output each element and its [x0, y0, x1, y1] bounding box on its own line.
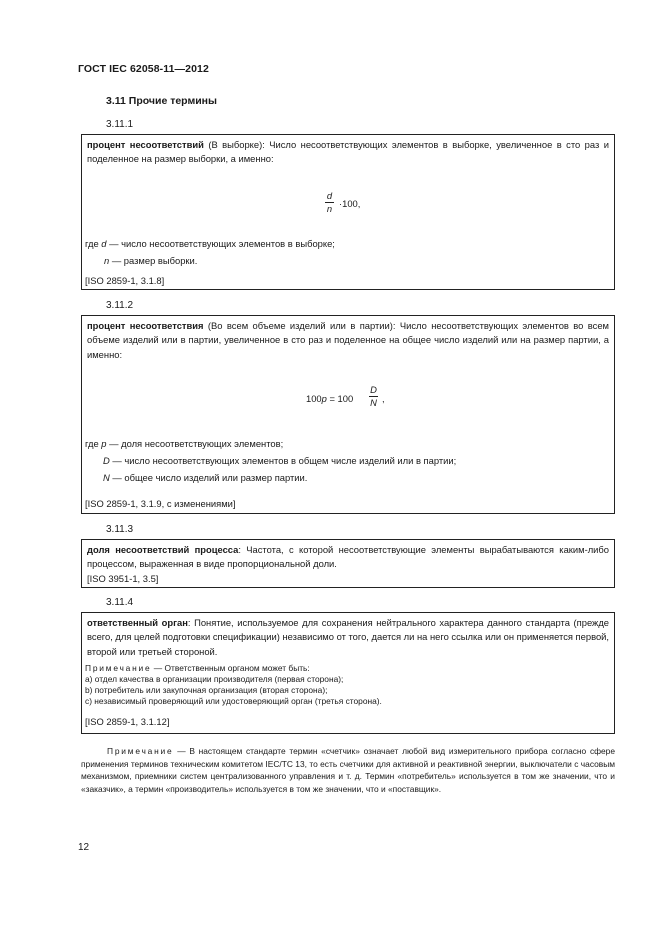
term-number: 3.11.3: [106, 524, 134, 535]
where-line: где p — доля несоответствующих элементов;: [85, 438, 284, 449]
term-box-3-11-2: [81, 315, 615, 514]
term-name: процент несоответствий: [87, 139, 204, 150]
term-number: 3.11.1: [106, 119, 134, 130]
formula-fraction: D N: [370, 384, 377, 408]
term-definition: процент несоответствия (Во всем объеме изделий или в партии): Число несоответствующих элементов во всем объеме изделий или в партии, увеличенное в сто раз и поделенное на общее число изделий или на размер партии, а именно:: [87, 320, 609, 360]
note-item: b) потребитель или закупочная организация (вторая сторона);: [85, 685, 328, 695]
where-line: n — размер выборки.: [104, 255, 198, 266]
page-number: 12: [78, 842, 90, 853]
formula-fraction: d n: [326, 190, 333, 214]
term-definition: ответственный орган: Понятие, используемое для сохранения нейтрального характера данного стандарта (прежде всего, для целей подготовки спецификации) независимо от того, дается ли на него ссылка или он применяется первой, второй или третьей стороной.: [87, 617, 610, 657]
term-box-3-11-4: [81, 612, 615, 734]
where-line: D — число несоответствующих элементов в общем числе изделий или в партии;: [103, 455, 457, 466]
note-item: c) независимый проверяющий или удостоверяющий орган (третья сторона).: [85, 696, 382, 706]
term-note: Примечание — Ответственным органом может быть:: [85, 663, 310, 673]
term-name: процент несоответствия: [87, 320, 204, 331]
where-line: где d — число несоответствующих элементов в выборке;: [85, 238, 335, 249]
term-source: [ISO 3951-1, 3.5]: [87, 572, 159, 584]
where-line: N — общее число изделий или размер партии.: [103, 472, 308, 483]
term-source: [ISO 2859-1, 3.1.8]: [85, 275, 165, 286]
term-source: [ISO 2859-1, 3.1.12]: [85, 716, 170, 727]
term-box-3-11-3: [81, 539, 615, 588]
term-number: 3.11.2: [106, 300, 134, 311]
formula-tail: ·100,: [339, 198, 361, 209]
formula-left: 100p = 100: [306, 393, 354, 404]
term-definition: процент несоответствий (В выборке): Число несоответствующих элементов в выборке, увеличенное в сто раз и поделенное на размер выборки, а именно:: [87, 139, 609, 165]
document-code: ГОСТ IEC 62058-11—2012: [78, 63, 209, 75]
term-source: [ISO 2859-1, 3.1.9, с изменениями]: [85, 498, 236, 509]
note-item: a) отдел качества в организации производителя (первая сторона);: [85, 674, 344, 684]
term-name: доля несоответствий процесса: [87, 544, 239, 555]
formula-tail: ,: [382, 393, 385, 404]
term-box-3-11-1: [81, 134, 615, 290]
term-number: 3.11.4: [106, 597, 134, 608]
term-name: ответственный орган: [87, 617, 188, 628]
term-definition: доля несоответствий процесса: Частота, с которой несоответствующие элементы вырабатываются каким-либо процессом, выраженная в виде пропорциональной доли.: [87, 544, 609, 570]
footnote: Примечание — В настоящем стандарте термин «счетчик» означает любой вид измерительного прибора согласно сфере применения терминов техническим комитетом IEC/TC 13, то есть счетчики для активной и реактивной энергии, выключатели с часовым механизмом, приемники систем централизованного управления и т. д. Термин «потребитель» используется в том же значении, что и «заказчик», а термин «производитель» используется в том же значении, что и «поставщик».: [81, 746, 615, 794]
section-title: 3.11 Прочие термины: [106, 95, 217, 107]
